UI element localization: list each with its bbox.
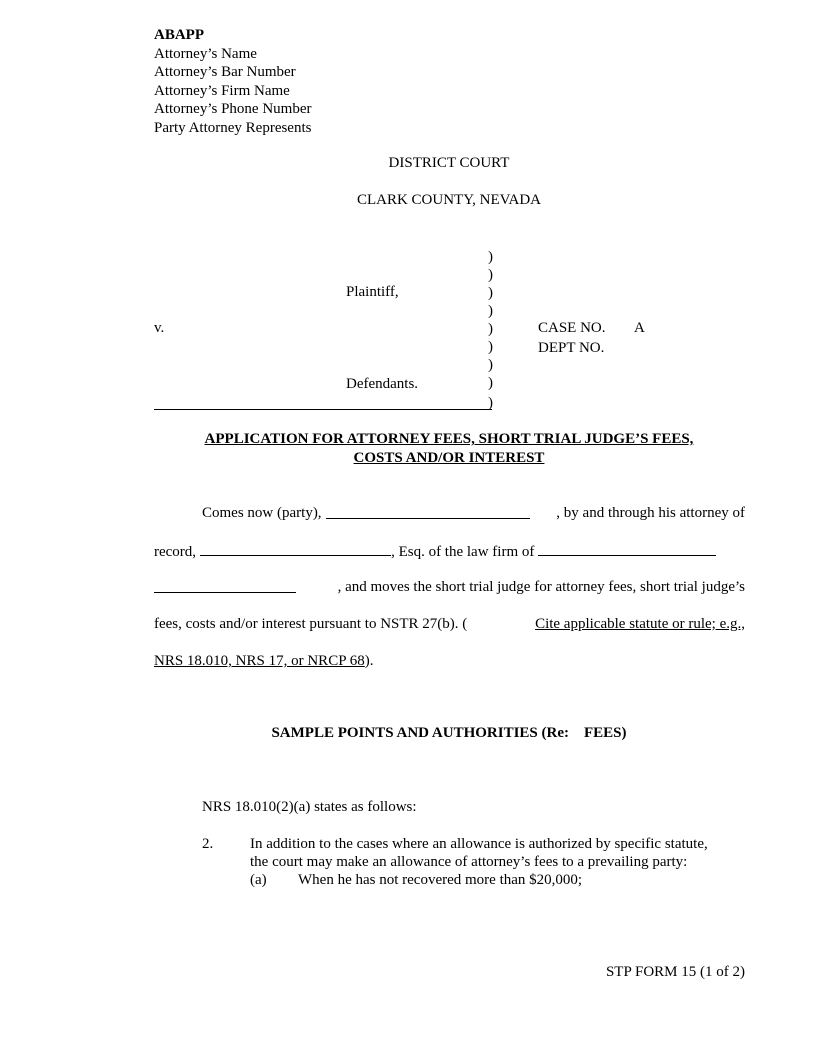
- body-line-3: [154, 579, 745, 596]
- caption-paren: ): [488, 303, 493, 319]
- subitem-text: When he has not recovered more than $20,000;: [298, 872, 583, 888]
- attorney-bar-number: Attorney’s Bar Number: [154, 64, 296, 80]
- case-no-label: CASE NO.: [538, 320, 606, 336]
- court-county: CLARK COUNTY, NEVADA: [356, 192, 542, 208]
- caption-paren: ): [488, 321, 493, 337]
- form-footer: STP FORM 15 (1 of 2): [605, 964, 745, 980]
- form-abbrev: ABAPP: [154, 27, 204, 43]
- body-text: Comes now (party),: [202, 505, 322, 521]
- body-text: , Esq. of the law firm of: [391, 544, 535, 560]
- caption-paren: ): [488, 357, 493, 373]
- attorney-header: [154, 26, 311, 137]
- plaintiff-label: Plaintiff,: [346, 284, 399, 300]
- subitem-label: (a): [250, 872, 267, 888]
- defendants-label: Defendants.: [346, 376, 419, 392]
- versus-label: v.: [154, 320, 165, 336]
- party-blank: [326, 505, 530, 519]
- item-text-line2: the court may make an allowance of attorney’s fees to a prevailing party:: [250, 854, 688, 870]
- points-heading: SAMPLE POINTS AND AUTHORITIES (Re: FEES): [271, 725, 627, 741]
- attorney-firm-name: Attorney’s Firm Name: [154, 82, 290, 99]
- body-text: ).: [364, 653, 374, 669]
- dept-no-label: DEPT NO.: [538, 340, 605, 356]
- case-no-value: A: [634, 320, 645, 336]
- body-text: fees, costs and/or interest pursuant to NSTR 27(b). (: [154, 616, 468, 632]
- body-text: , and moves the short trial judge for attorney fees, short trial judge’s: [337, 579, 745, 595]
- attorney-phone-number: Attorney’s Phone Number: [154, 101, 312, 117]
- caption-paren: ): [488, 267, 493, 283]
- caption-paren: ): [488, 249, 493, 265]
- body-line-2: [154, 542, 716, 561]
- party-represented: Party Attorney Represents: [154, 119, 312, 136]
- caption-paren: ): [488, 339, 493, 355]
- document-title-line1: APPLICATION FOR ATTORNEY FEES, SHORT TRIAL JUDGE’S FEES,: [204, 431, 694, 447]
- body-text: , by and through his attorney of: [556, 505, 745, 521]
- caption-paren: ): [488, 395, 493, 411]
- body-line-4: [154, 616, 745, 633]
- document-title-line2: COSTS AND/OR INTEREST: [353, 450, 545, 466]
- body-line-1: [202, 505, 745, 522]
- attorney-blank: [200, 542, 391, 556]
- caption-rule: [154, 409, 492, 410]
- item-text-line1: In addition to the cases where an allowance is authorized by specific statute,: [250, 836, 708, 852]
- citation-examples: NRS 18.010, NRS 17, or NRCP 68: [154, 653, 365, 669]
- citation-instruction: Cite applicable statute or rule; e.g.,: [535, 616, 745, 632]
- caption-paren: ): [488, 375, 493, 391]
- body-line-5: [154, 653, 373, 670]
- court-name: DISTRICT COURT: [388, 155, 510, 171]
- firm-blank-cont: [154, 579, 296, 593]
- item-number: 2.: [202, 836, 214, 852]
- body-text: record,: [154, 544, 197, 560]
- firm-blank: [538, 542, 716, 556]
- points-intro: NRS 18.010(2)(a) states as follows:: [202, 799, 417, 815]
- attorney-name: Attorney’s Name: [154, 45, 257, 62]
- caption-paren: ): [488, 285, 493, 301]
